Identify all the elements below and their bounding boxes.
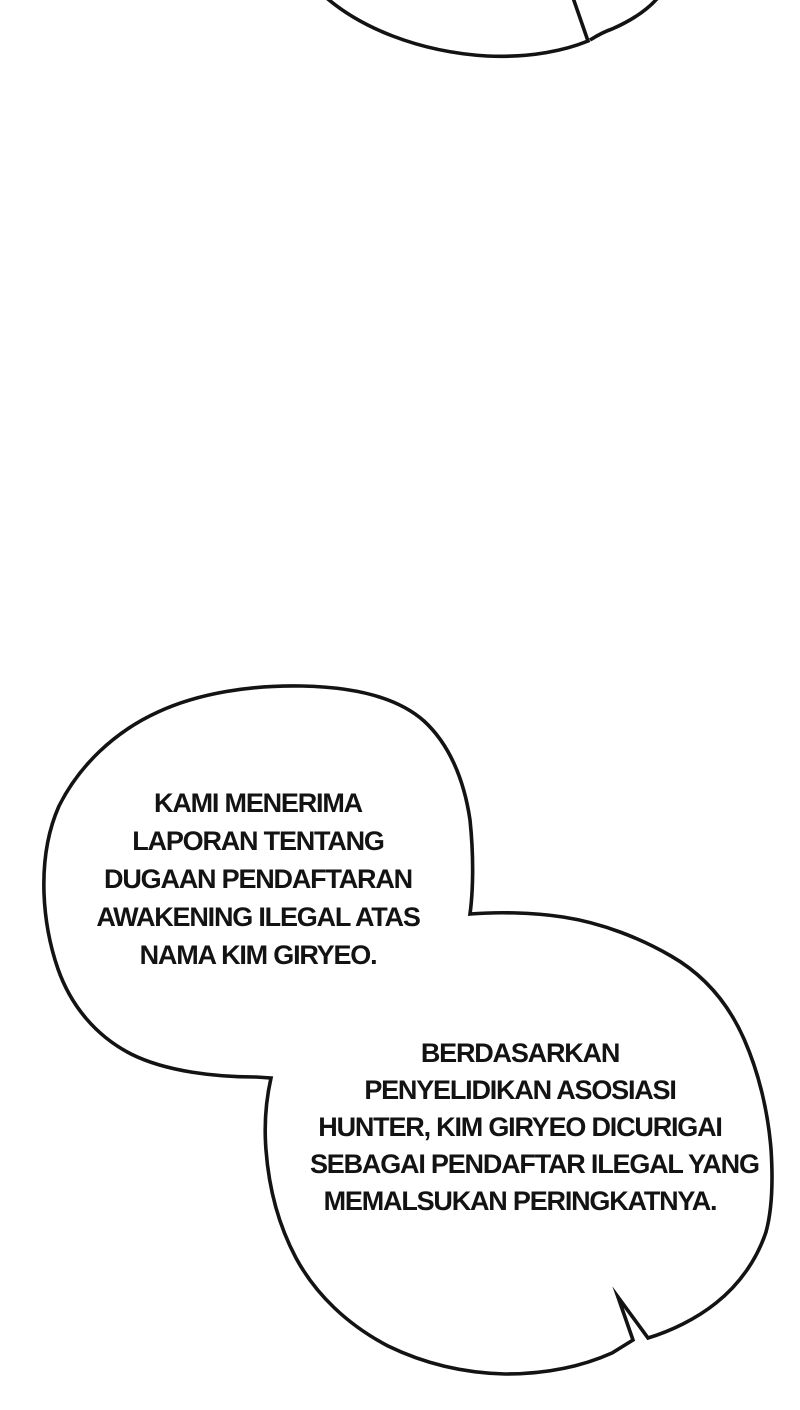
dialog-line: LAPORAN TENTANG [132,826,384,856]
dialog-line: HUNTER, KIM GIRYEO DICURIGAI [318,1112,722,1142]
top-bubble-outline [320,0,661,56]
dialog-line: PENYELIDIKAN ASOSIASI [364,1075,676,1105]
dialog-line: NAMA KIM GIRYEO. [139,940,377,970]
dialog-line: SEBAGAI PENDAFTAR ILEGAL YANG [310,1149,759,1179]
dialog-line: KAMI MENERIMA [154,788,362,818]
dialog-line: MEMALSUKAN PERINGKATNYA. [323,1186,717,1216]
dialog-line: AWAKENING ILEGAL ATAS [96,902,420,932]
dialog-line: DUGAAN PENDAFTARAN [104,864,412,894]
report-bubble-text [58,784,458,974]
investigation-bubble-text [310,1035,759,1220]
dialog-line: BERDASARKAN [420,1038,620,1068]
